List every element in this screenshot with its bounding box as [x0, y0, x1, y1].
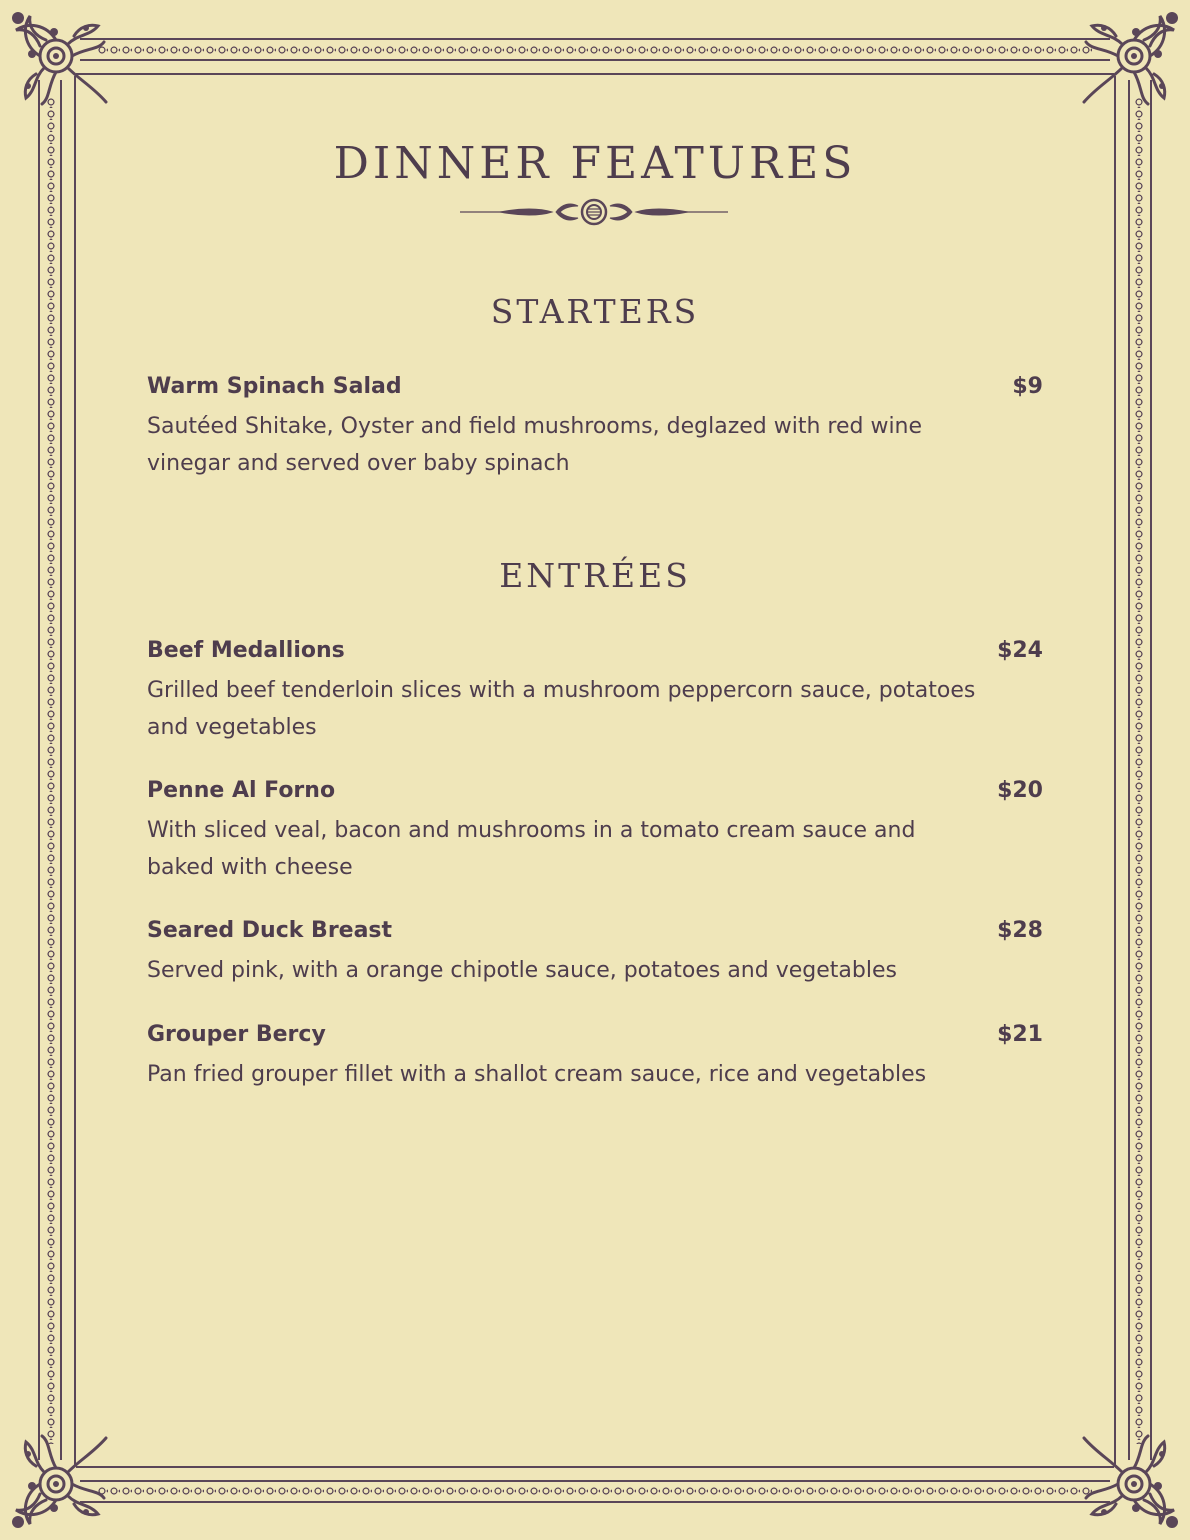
- item-description: Pan fried grouper fillet with a shallot cream sauce, rice and vegetables: [147, 1062, 927, 1087]
- menu-item-warm-spinach-salad: [147, 372, 1043, 482]
- frame-bottom-inner-line: [80, 1480, 1110, 1482]
- item-description: With sliced veal, bacon and mushrooms in a tomato cream sauce and baked with cheese: [147, 818, 916, 880]
- item-price: $20: [997, 778, 1043, 803]
- floral-corner-ornament-icon: [6, 6, 110, 110]
- floral-corner-ornament-icon: [1080, 6, 1184, 110]
- frame-top-inner-line-2: [76, 73, 1114, 75]
- floral-corner-ornament-icon: [1080, 1430, 1184, 1534]
- item-price: $24: [997, 638, 1043, 663]
- item-name: Grouper Bercy: [147, 1022, 326, 1047]
- frame-top-chain: [96, 43, 1094, 57]
- frame-right-outer-line: [1150, 80, 1152, 1460]
- item-price: $28: [997, 918, 1043, 943]
- frame-right-inner-line-2: [1114, 76, 1116, 1466]
- item-name: Seared Duck Breast: [147, 918, 393, 943]
- frame-left-inner-line: [60, 80, 62, 1460]
- item-name: Beef Medallions: [147, 638, 345, 663]
- item-name: Penne Al Forno: [147, 778, 336, 803]
- menu-item-penne-al-forno: [147, 776, 1043, 886]
- frame-left-outer-line: [38, 80, 40, 1460]
- frame-bottom-inner-line-2: [76, 1466, 1114, 1468]
- frame-top-inner-line: [80, 59, 1110, 61]
- item-name: Warm Spinach Salad: [147, 374, 402, 399]
- floral-corner-ornament-icon: [6, 1430, 110, 1534]
- title-flourish-divider-icon: [460, 198, 728, 228]
- item-price: $9: [1012, 374, 1043, 399]
- menu-item-beef-medallions: [147, 636, 1043, 746]
- menu-title: DINNER FEATURES: [333, 138, 857, 189]
- frame-bottom-outer-line: [80, 1501, 1110, 1503]
- frame-bottom-chain: [96, 1484, 1094, 1498]
- frame-right-inner-line: [1128, 80, 1130, 1460]
- item-description: Served pink, with a orange chipotle sauce, potatoes and vegetables: [147, 958, 897, 983]
- menu-item-grouper-bercy: [147, 1020, 1043, 1093]
- frame-left-inner-line-2: [74, 76, 76, 1466]
- frame-top-outer-line: [80, 38, 1110, 40]
- item-price: $21: [997, 1022, 1043, 1047]
- section-heading-entrees: ENTRÉES: [499, 556, 691, 595]
- item-description: Sautéed Shitake, Oyster and field mushrooms, deglazed with red wine vinegar and served over baby spinach: [147, 414, 923, 476]
- item-description: Grilled beef tenderloin slices with a mushroom peppercorn sauce, potatoes and vegetables: [147, 678, 976, 740]
- section-heading-starters: STARTERS: [490, 292, 700, 331]
- menu-item-seared-duck-breast: [147, 916, 1043, 989]
